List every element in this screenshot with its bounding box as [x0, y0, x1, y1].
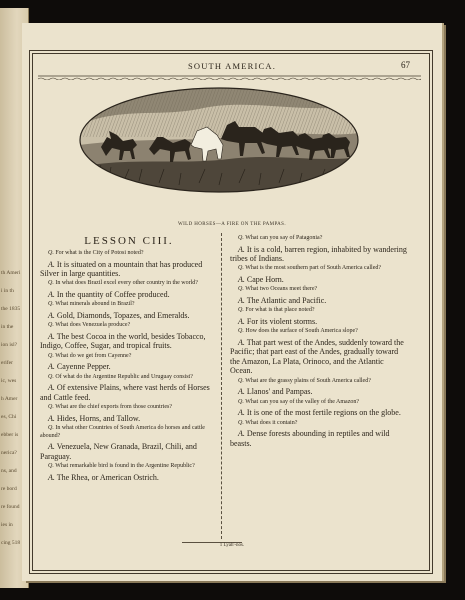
question	[230, 328, 408, 336]
answer-label: A.	[238, 317, 245, 326]
question	[230, 378, 408, 386]
question-label: Q.	[48, 373, 54, 380]
lesson-title: LESSON CIII.	[84, 235, 174, 247]
adjacent-page-fragment: re bord	[1, 486, 17, 492]
answer	[40, 473, 218, 482]
answer-text: Llanos' and Pampas.	[244, 387, 313, 397]
answer-text: For its violent storms.	[244, 317, 318, 326]
question	[230, 235, 408, 243]
column-divider	[221, 233, 222, 539]
answer	[230, 245, 408, 264]
answer	[40, 260, 218, 279]
question-label: Q.	[48, 352, 54, 359]
question-text: Of what do the Argentine Republic and Uruguay consist?	[53, 373, 193, 380]
question-label: Q.	[238, 307, 244, 314]
running-head: SOUTH AMERICA.	[187, 61, 277, 71]
question-label: Q.	[238, 377, 244, 384]
adjacent-page-fragment: re found	[1, 504, 20, 510]
answer-text: Dense forests abounding in reptiles and wild beasts.	[230, 429, 390, 448]
question-text: In what other Countries of South America do horses and cattle abound?	[40, 425, 205, 439]
question-label: Q.	[238, 286, 244, 293]
question-text: What do we get from Cayenne?	[53, 352, 132, 359]
answer-text: The Rhea, or American Ostrich.	[54, 472, 159, 482]
question	[40, 280, 218, 288]
adjacent-page-fragment: i in th	[1, 288, 14, 294]
question-text: What is the most southern part of South America called?	[243, 265, 382, 272]
question-label: Q.	[238, 265, 244, 272]
question-label: Q.	[48, 425, 54, 432]
answer	[230, 296, 408, 305]
question-label: Q.	[48, 250, 54, 256]
question-text: What does Venezuela produce?	[53, 322, 131, 329]
question-text: What remarkable bird is found in the Argentine Republic?	[53, 463, 195, 470]
question	[230, 307, 408, 315]
answer-text: It is a cold, barren region, inhabited by wandering tribes of Indians.	[230, 244, 407, 263]
header-ornament-rule	[38, 75, 421, 80]
answer	[230, 429, 408, 448]
adjacent-page-fragment: cing 518	[1, 540, 21, 546]
answer-text: Hides, Horns, and Tallow.	[54, 413, 141, 423]
adjacent-page-fragment: ebber is	[1, 432, 19, 438]
answer-label: A.	[238, 275, 245, 284]
wild-horses-engraving	[79, 87, 359, 193]
question-label: Q.	[238, 419, 244, 426]
answer-text: Of extensive Plains, where vast herds of Horses and Cattle feed.	[40, 383, 210, 402]
question	[40, 301, 218, 309]
answer-text: The Atlantic and Pacific.	[244, 296, 327, 305]
adjacent-page-fragment: the 1835	[1, 306, 21, 312]
answer-text: Cayenne Pepper.	[54, 362, 111, 372]
right-column	[230, 235, 408, 450]
question-text: What are the grassy plains of South America called?	[243, 377, 371, 384]
answer-text: Gold, Diamonds, Topazes, and Emeralds.	[54, 311, 190, 320]
question	[40, 374, 218, 382]
adjacent-page-fragment: h Amer	[1, 396, 18, 402]
answer-text: Venezuela, New Granada, Brazil, Chili, and Paraguay.	[40, 442, 197, 461]
question-label: Q.	[48, 322, 54, 329]
question	[230, 286, 408, 294]
question-label: Q.	[48, 463, 54, 470]
question	[230, 399, 408, 407]
left-qa-list	[40, 250, 218, 482]
adjacent-page-fragment: ic, wes	[1, 378, 17, 384]
adjacent-page-fragment: nerica?	[1, 450, 17, 456]
answer	[40, 414, 218, 423]
answer-label: A.	[238, 296, 245, 305]
question-text: What are the chief exports from those countries?	[53, 404, 173, 411]
answer	[230, 408, 408, 417]
answer-text: It is situated on a mountain that has produced Silver in large quantities.	[40, 259, 203, 278]
question	[40, 353, 218, 361]
question-label: Q.	[48, 301, 54, 308]
adjacent-page-fragment: ion isl?	[1, 342, 18, 348]
adjacent-page-fragment: in the	[1, 324, 14, 330]
answer-label: A.	[48, 383, 55, 393]
answer-text: That part west of the Andes, suddenly toward the Pacific; that part east of the Andes, gradually toward the Amazon, La Plata, Orinoco, and the Atlantic Ocean.	[230, 338, 404, 376]
adjacent-page-fragment: es, Chi	[1, 414, 17, 420]
question	[40, 250, 218, 258]
question	[40, 463, 218, 471]
answer-text: It is one of the most fertile regions on the globe.	[244, 408, 401, 418]
answer	[230, 338, 408, 376]
question-text: In what does Brazil excel every other country in the world?	[53, 280, 198, 287]
question	[40, 425, 218, 440]
question-text: For what is the City of Potosi noted?	[53, 250, 144, 256]
answer-label: A.	[48, 259, 55, 269]
question	[230, 265, 408, 273]
answer	[230, 275, 408, 284]
answer-label: A.	[48, 311, 55, 320]
answer-label: A.	[238, 408, 245, 418]
answer-label: A.	[48, 362, 55, 372]
answer-text: The best Cocoa in the world, besides Tobacco, Indigo, Coffee, Sugar, and tropical fruits.	[40, 332, 206, 351]
answer-label: A.	[48, 413, 55, 423]
answer-label: A.	[238, 429, 245, 439]
question	[40, 404, 218, 412]
question-text: What two Oceans meet there?	[243, 286, 318, 293]
question	[230, 420, 408, 428]
answer-label: A.	[48, 472, 55, 482]
question-text: What does it contain?	[243, 419, 298, 426]
page-number: 67	[401, 60, 410, 70]
question-label: Q.	[238, 235, 244, 241]
question-text: For what is that place noted?	[243, 307, 315, 314]
answer	[40, 362, 218, 371]
question-label: Q.	[238, 398, 244, 405]
answer	[40, 290, 218, 299]
footnote: 1 Lyah'-nos.	[219, 543, 245, 548]
question-label: Q.	[48, 280, 54, 287]
question-text: What can you say of Patagonia?	[243, 235, 323, 241]
answer-label: A.	[238, 387, 245, 397]
answer-label: A.	[238, 338, 245, 347]
adjacent-page-fragment: ies in	[1, 522, 13, 528]
answer	[40, 332, 218, 351]
answer-label: A.	[48, 442, 55, 452]
right-qa-list	[230, 235, 408, 448]
answer-label: A.	[238, 244, 245, 254]
question-text: How does the surface of South America slope?	[243, 328, 358, 335]
answer	[230, 387, 408, 396]
adjacent-page-fragment: th Ameri	[1, 270, 21, 276]
answer-label: A.	[48, 290, 55, 299]
adjacent-page-fragment: erifer	[1, 360, 13, 366]
adjacent-page-fragment: ns, and	[1, 468, 17, 474]
answer-text: In the quantity of Coffee produced.	[54, 290, 170, 299]
answer	[40, 311, 218, 320]
illustration-caption: WILD HORSES—A FIRE ON THE PAMPAS.	[177, 222, 287, 227]
question-label: Q.	[238, 328, 244, 335]
answer-text: Cape Horn.	[244, 275, 284, 284]
answer	[40, 383, 218, 402]
answer	[40, 442, 218, 461]
book-page	[22, 23, 442, 581]
answer-label: A.	[48, 332, 55, 341]
answer	[230, 317, 408, 326]
question-text: What minerals abound in Brazil?	[53, 301, 135, 308]
question	[40, 322, 218, 330]
question-label: Q.	[48, 404, 54, 411]
question-text: What can you say of the valley of the Amazon?	[243, 398, 360, 405]
left-column	[40, 235, 218, 484]
